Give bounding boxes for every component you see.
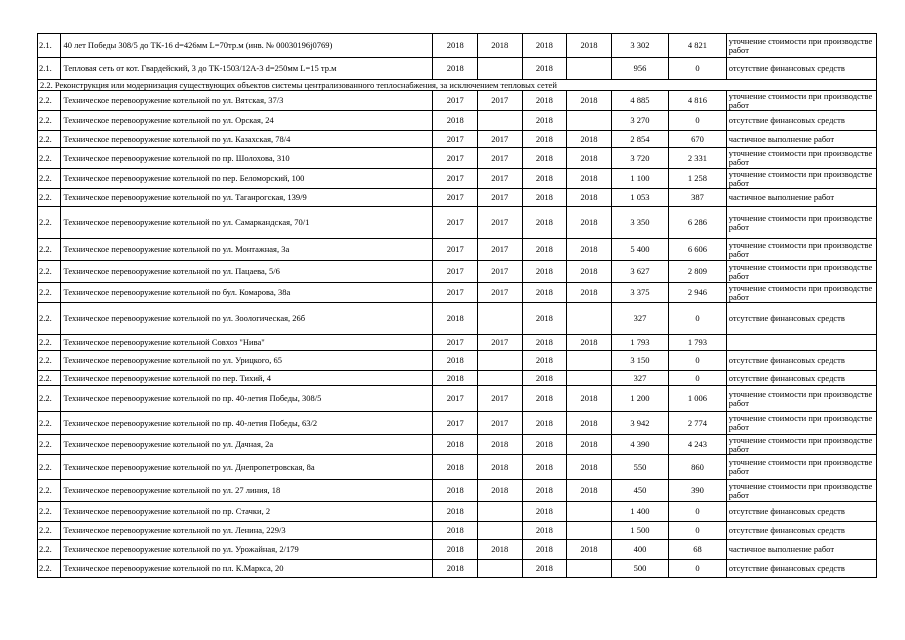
value-cell: 4 821 <box>669 34 726 58</box>
row-index: 2.2. <box>38 261 61 283</box>
year-cell <box>478 58 523 80</box>
table-row <box>38 58 877 80</box>
row-index: 2.2. <box>38 386 61 412</box>
row-index: 2.2. <box>38 335 61 351</box>
year-cell <box>567 522 612 540</box>
table-row <box>38 480 877 502</box>
section-row <box>38 80 877 91</box>
note-cell: отсутствие финансовых средств <box>726 502 876 522</box>
table-row <box>38 335 877 351</box>
year-cell: 2017 <box>478 207 523 239</box>
note-cell: отсутствие финансовых средств <box>726 522 876 540</box>
year-cell: 2017 <box>433 335 478 351</box>
year-cell: 2018 <box>567 435 612 455</box>
year-cell: 2018 <box>522 58 567 80</box>
project-name: Техническое перевооружение котельной по пр. 40-летия Победы, 308/5 <box>61 386 433 412</box>
project-name: 40 лет Победы 308/5 до ТК-16 d=426мм L=70тр.м (инв. № 00030196j0769) <box>61 34 433 58</box>
year-cell: 2018 <box>478 455 523 480</box>
year-cell <box>478 303 523 335</box>
project-name: Техническое перевооружение котельной по пл. К.Маркса, 20 <box>61 560 433 578</box>
data-table <box>37 33 877 578</box>
year-cell: 2018 <box>567 207 612 239</box>
row-index: 2.2. <box>38 412 61 435</box>
year-cell: 2018 <box>567 335 612 351</box>
row-index: 2.2. <box>38 189 61 207</box>
value-cell: 1 100 <box>611 169 668 189</box>
row-index: 2.2. <box>38 351 61 371</box>
value-cell: 1 500 <box>611 522 668 540</box>
table-row <box>38 111 877 131</box>
value-cell: 2 331 <box>669 148 726 169</box>
year-cell <box>567 303 612 335</box>
note-cell: уточнение стоимости при производстве работ <box>726 169 876 189</box>
note-cell: уточнение стоимости при производстве работ <box>726 261 876 283</box>
value-cell: 4 816 <box>669 91 726 111</box>
year-cell: 2018 <box>567 261 612 283</box>
table-row <box>38 351 877 371</box>
note-cell: отсутствие финансовых средств <box>726 351 876 371</box>
value-cell: 4 885 <box>611 91 668 111</box>
project-name: Техническое перевооружение котельной по ул. Самаркандская, 70/1 <box>61 207 433 239</box>
year-cell: 2018 <box>522 386 567 412</box>
year-cell: 2018 <box>433 111 478 131</box>
table-row <box>38 283 877 303</box>
year-cell: 2018 <box>433 522 478 540</box>
value-cell: 500 <box>611 560 668 578</box>
note-cell: частичное выполнение работ <box>726 540 876 560</box>
year-cell: 2018 <box>433 560 478 578</box>
project-name: Техническое перевооружение котельной по ул. Урицкого, 65 <box>61 351 433 371</box>
year-cell: 2018 <box>522 480 567 502</box>
year-cell: 2018 <box>522 207 567 239</box>
table-row <box>38 371 877 386</box>
table-row <box>38 239 877 261</box>
value-cell: 1 793 <box>611 335 668 351</box>
row-index: 2.2. <box>38 207 61 239</box>
table-row <box>38 502 877 522</box>
note-cell: уточнение стоимости при производстве работ <box>726 435 876 455</box>
row-index: 2.2. <box>38 239 61 261</box>
value-cell: 0 <box>669 58 726 80</box>
year-cell: 2018 <box>522 335 567 351</box>
value-cell: 2 809 <box>669 261 726 283</box>
year-cell: 2018 <box>478 540 523 560</box>
value-cell: 0 <box>669 502 726 522</box>
value-cell: 450 <box>611 480 668 502</box>
year-cell: 2017 <box>478 335 523 351</box>
year-cell: 2017 <box>433 169 478 189</box>
table-body <box>38 34 877 578</box>
year-cell: 2018 <box>478 34 523 58</box>
project-name: Техническое перевооружение котельной по ул. 27 линия, 18 <box>61 480 433 502</box>
year-cell <box>478 351 523 371</box>
note-cell: отсутствие финансовых средств <box>726 371 876 386</box>
year-cell: 2018 <box>567 169 612 189</box>
year-cell <box>478 502 523 522</box>
year-cell <box>478 371 523 386</box>
project-name: Техническое перевооружение котельной по ул. Пацаева, 5/6 <box>61 261 433 283</box>
row-index: 2.2. <box>38 480 61 502</box>
value-cell: 1 200 <box>611 386 668 412</box>
value-cell: 6 286 <box>669 207 726 239</box>
project-name: Техническое перевооружение котельной по бул. Комарова, 38а <box>61 283 433 303</box>
year-cell: 2018 <box>567 412 612 435</box>
year-cell: 2017 <box>478 148 523 169</box>
value-cell: 68 <box>669 540 726 560</box>
note-cell: отсутствие финансовых средств <box>726 560 876 578</box>
year-cell: 2017 <box>433 189 478 207</box>
value-cell: 2 774 <box>669 412 726 435</box>
note-cell: уточнение стоимости при производстве работ <box>726 207 876 239</box>
year-cell: 2018 <box>522 412 567 435</box>
value-cell: 2 946 <box>669 283 726 303</box>
row-index: 2.2. <box>38 455 61 480</box>
row-index: 2.2. <box>38 522 61 540</box>
year-cell: 2017 <box>433 91 478 111</box>
value-cell: 0 <box>669 371 726 386</box>
project-name: Техническое перевооружение котельной по ул. Орская, 24 <box>61 111 433 131</box>
value-cell: 3 302 <box>611 34 668 58</box>
value-cell: 0 <box>669 522 726 540</box>
value-cell: 3 150 <box>611 351 668 371</box>
year-cell: 2018 <box>522 283 567 303</box>
year-cell: 2018 <box>433 540 478 560</box>
year-cell: 2018 <box>567 386 612 412</box>
year-cell <box>567 351 612 371</box>
year-cell: 2018 <box>567 455 612 480</box>
row-index: 2.1. <box>38 58 61 80</box>
note-cell: уточнение стоимости при производстве работ <box>726 34 876 58</box>
year-cell: 2018 <box>433 455 478 480</box>
row-index: 2.2. <box>38 131 61 148</box>
note-cell: отсутствие финансовых средств <box>726 58 876 80</box>
value-cell: 5 400 <box>611 239 668 261</box>
table-row <box>38 386 877 412</box>
table-row <box>38 303 877 335</box>
note-cell <box>726 335 876 351</box>
year-cell: 2017 <box>478 386 523 412</box>
year-cell: 2018 <box>522 435 567 455</box>
value-cell: 4 390 <box>611 435 668 455</box>
value-cell: 3 350 <box>611 207 668 239</box>
project-name: Техническое перевооружение котельной по пр. Стачки, 2 <box>61 502 433 522</box>
table-row <box>38 169 877 189</box>
row-index: 2.2. <box>38 148 61 169</box>
project-name: Техническое перевооружение котельной по пер. Тихий, 4 <box>61 371 433 386</box>
project-name: Техническое перевооружение котельной по ул. Вятская, 37/3 <box>61 91 433 111</box>
value-cell: 3 942 <box>611 412 668 435</box>
year-cell: 2018 <box>567 239 612 261</box>
year-cell: 2018 <box>522 540 567 560</box>
table-row <box>38 131 877 148</box>
year-cell <box>567 58 612 80</box>
year-cell <box>478 560 523 578</box>
year-cell: 2017 <box>433 283 478 303</box>
year-cell: 2018 <box>522 351 567 371</box>
value-cell: 1 053 <box>611 189 668 207</box>
year-cell: 2018 <box>433 371 478 386</box>
year-cell <box>567 371 612 386</box>
year-cell: 2018 <box>433 502 478 522</box>
value-cell: 3 627 <box>611 261 668 283</box>
table-row <box>38 412 877 435</box>
row-index: 2.2. <box>38 283 61 303</box>
project-name: Техническое перевооружение котельной по пр. 40-летия Победы, 63/2 <box>61 412 433 435</box>
table-row <box>38 540 877 560</box>
year-cell: 2018 <box>567 480 612 502</box>
note-cell: уточнение стоимости при производстве работ <box>726 283 876 303</box>
year-cell: 2018 <box>567 540 612 560</box>
year-cell: 2018 <box>567 34 612 58</box>
table-row <box>38 435 877 455</box>
year-cell: 2018 <box>522 502 567 522</box>
note-cell: уточнение стоимости при производстве работ <box>726 455 876 480</box>
year-cell: 2017 <box>478 261 523 283</box>
value-cell: 956 <box>611 58 668 80</box>
row-index: 2.2. <box>38 169 61 189</box>
project-name: Техническое перевооружение котельной по ул. Дачная, 2а <box>61 435 433 455</box>
row-index: 2.2. <box>38 371 61 386</box>
table-row <box>38 522 877 540</box>
year-cell: 2017 <box>433 148 478 169</box>
year-cell: 2018 <box>522 169 567 189</box>
note-cell: отсутствие финансовых средств <box>726 111 876 131</box>
value-cell: 3 375 <box>611 283 668 303</box>
row-index: 2.2. <box>38 502 61 522</box>
year-cell <box>567 111 612 131</box>
note-cell: уточнение стоимости при производстве работ <box>726 480 876 502</box>
value-cell: 327 <box>611 303 668 335</box>
value-cell: 0 <box>669 560 726 578</box>
project-name: Техническое перевооружение котельной по ул. Зоологическая, 26б <box>61 303 433 335</box>
year-cell: 2018 <box>433 480 478 502</box>
value-cell: 0 <box>669 351 726 371</box>
value-cell: 2 854 <box>611 131 668 148</box>
year-cell: 2018 <box>522 148 567 169</box>
year-cell: 2018 <box>567 283 612 303</box>
year-cell: 2018 <box>433 435 478 455</box>
note-cell: уточнение стоимости при производстве работ <box>726 412 876 435</box>
project-name: Техническое перевооружение котельной Совхоз "Нива" <box>61 335 433 351</box>
value-cell: 4 243 <box>669 435 726 455</box>
table-row <box>38 455 877 480</box>
year-cell: 2017 <box>433 261 478 283</box>
year-cell: 2018 <box>433 34 478 58</box>
year-cell: 2018 <box>567 189 612 207</box>
year-cell: 2017 <box>433 386 478 412</box>
row-index: 2.1. <box>38 34 61 58</box>
value-cell: 390 <box>669 480 726 502</box>
value-cell: 3 720 <box>611 148 668 169</box>
year-cell: 2018 <box>522 91 567 111</box>
table-row <box>38 148 877 169</box>
year-cell: 2017 <box>478 169 523 189</box>
value-cell: 0 <box>669 303 726 335</box>
value-cell: 1 258 <box>669 169 726 189</box>
year-cell <box>478 522 523 540</box>
row-index: 2.2. <box>38 91 61 111</box>
year-cell: 2018 <box>567 91 612 111</box>
row-index: 2.2. <box>38 560 61 578</box>
year-cell: 2018 <box>433 58 478 80</box>
value-cell: 400 <box>611 540 668 560</box>
year-cell: 2017 <box>478 189 523 207</box>
value-cell: 6 606 <box>669 239 726 261</box>
year-cell: 2018 <box>433 351 478 371</box>
value-cell: 3 270 <box>611 111 668 131</box>
year-cell: 2017 <box>433 207 478 239</box>
project-name: Тепловая сеть от кот. Гвардейский, 3 до ТК-1503/12А-3 d=250мм L=15 тр.м <box>61 58 433 80</box>
year-cell: 2017 <box>433 239 478 261</box>
year-cell: 2018 <box>478 435 523 455</box>
year-cell: 2018 <box>522 560 567 578</box>
year-cell <box>567 560 612 578</box>
note-cell: частичное выполнение работ <box>726 131 876 148</box>
year-cell: 2018 <box>522 455 567 480</box>
table-row <box>38 207 877 239</box>
year-cell: 2018 <box>522 131 567 148</box>
year-cell: 2017 <box>478 412 523 435</box>
year-cell: 2017 <box>433 131 478 148</box>
note-cell: уточнение стоимости при производстве работ <box>726 148 876 169</box>
year-cell: 2018 <box>522 239 567 261</box>
year-cell: 2018 <box>522 261 567 283</box>
year-cell: 2017 <box>433 412 478 435</box>
value-cell: 670 <box>669 131 726 148</box>
year-cell: 2018 <box>478 480 523 502</box>
project-name: Техническое перевооружение котельной по ул. Таганрогская, 139/9 <box>61 189 433 207</box>
year-cell: 2018 <box>522 34 567 58</box>
value-cell: 1 400 <box>611 502 668 522</box>
note-cell: уточнение стоимости при производстве работ <box>726 239 876 261</box>
year-cell: 2018 <box>522 371 567 386</box>
value-cell: 1 006 <box>669 386 726 412</box>
value-cell: 550 <box>611 455 668 480</box>
project-name: Техническое перевооружение котельной по пр. Шолохова, 310 <box>61 148 433 169</box>
value-cell: 860 <box>669 455 726 480</box>
project-name: Техническое перевооружение котельной по пер. Беломорский, 100 <box>61 169 433 189</box>
table-row <box>38 34 877 58</box>
table-row <box>38 261 877 283</box>
year-cell: 2018 <box>567 131 612 148</box>
row-index: 2.2. <box>38 111 61 131</box>
note-cell: уточнение стоимости при производстве работ <box>726 386 876 412</box>
row-index: 2.2. <box>38 303 61 335</box>
value-cell: 0 <box>669 111 726 131</box>
year-cell: 2018 <box>567 148 612 169</box>
table-row <box>38 189 877 207</box>
year-cell <box>478 111 523 131</box>
value-cell: 327 <box>611 371 668 386</box>
year-cell <box>567 502 612 522</box>
project-name: Техническое перевооружение котельной по ул. Урожайная, 2/179 <box>61 540 433 560</box>
project-name: Техническое перевооружение котельной по ул. Ленина, 229/3 <box>61 522 433 540</box>
project-name: Техническое перевооружение котельной по ул. Днепропетровская, 8а <box>61 455 433 480</box>
table-row <box>38 91 877 111</box>
year-cell: 2018 <box>433 303 478 335</box>
year-cell: 2017 <box>478 131 523 148</box>
row-index: 2.2. <box>38 435 61 455</box>
year-cell: 2017 <box>478 239 523 261</box>
project-name: Техническое перевооружение котельной по ул. Монтажная, 3а <box>61 239 433 261</box>
section-heading: 2.2. Реконструкция или модернизация существующих объектов системы централизованного теплоснабжения, за исключением тепловых сетей <box>38 80 877 91</box>
year-cell: 2018 <box>522 111 567 131</box>
value-cell: 1 793 <box>669 335 726 351</box>
project-name: Техническое перевооружение котельной по ул. Казахская, 78/4 <box>61 131 433 148</box>
year-cell: 2017 <box>478 91 523 111</box>
year-cell: 2018 <box>522 303 567 335</box>
year-cell: 2018 <box>522 522 567 540</box>
note-cell: отсутствие финансовых средств <box>726 303 876 335</box>
note-cell: частичное выполнение работ <box>726 189 876 207</box>
row-index: 2.2. <box>38 540 61 560</box>
year-cell: 2017 <box>478 283 523 303</box>
year-cell: 2018 <box>522 189 567 207</box>
value-cell: 387 <box>669 189 726 207</box>
table-row <box>38 560 877 578</box>
note-cell: уточнение стоимости при производстве работ <box>726 91 876 111</box>
